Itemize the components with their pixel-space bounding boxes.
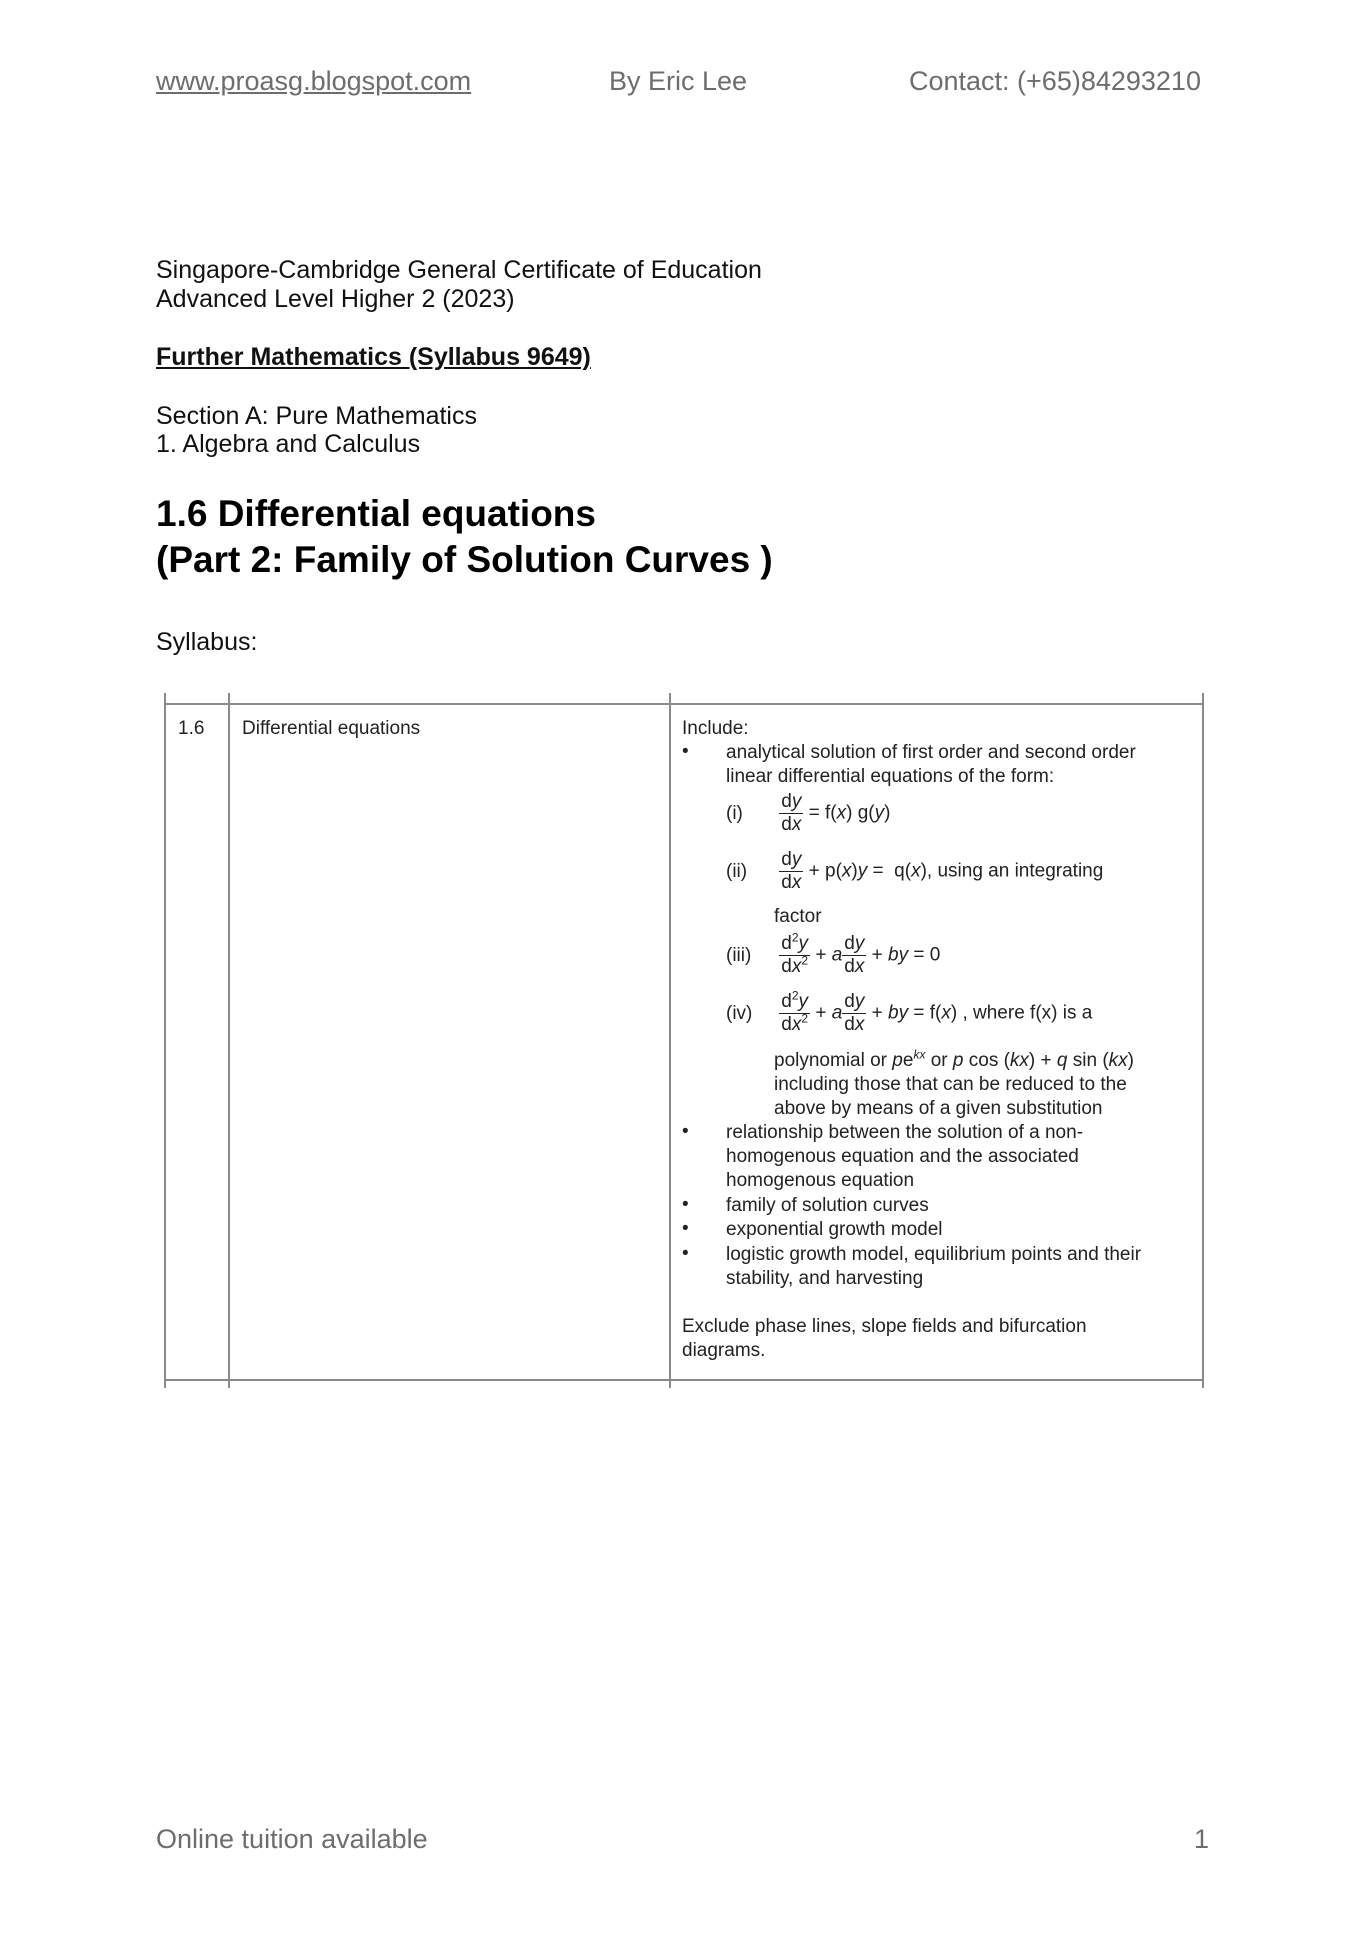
bullet-4: exponential growth model xyxy=(726,1219,943,1240)
equation-iv-tail: , where f(x) is a xyxy=(957,1002,1093,1024)
equation-ii: (ii) $\frac{dy}{dx}$ + p(x)y = q(x), using an integrating xyxy=(726,849,1104,893)
table-border-left xyxy=(164,693,166,1388)
table-divider-1 xyxy=(228,693,230,1388)
equation-iv-continuation-1: polynomial or $pe^{kx}$ or p cos (kx) + q sin (kx) xyxy=(774,1047,1134,1071)
exclude-line-1: Exclude phase lines, slope fields and bifurcation xyxy=(682,1316,1087,1337)
bullet-5-line-1: logistic growth model, equilibrium points and their xyxy=(726,1244,1142,1265)
equation-i-label: (i) xyxy=(726,802,743,824)
footer-note: Online tuition available xyxy=(156,1824,428,1854)
bullet-2-line-3: homogenous equation xyxy=(726,1170,915,1191)
equation-ii-tail: , using an integrating xyxy=(926,860,1104,882)
table-divider-2 xyxy=(669,693,671,1388)
equation-iv-continuation-3: above by means of a given substitution xyxy=(774,1098,1103,1119)
include-label: Include: xyxy=(682,718,749,739)
equation-iv-continuation-2: including those that can be reduced to the xyxy=(774,1074,1127,1095)
bullet-marker: • xyxy=(682,1194,689,1215)
equation-iv-label: (iv) xyxy=(726,1002,753,1024)
equation-iii: (iii) $\frac{d^2y}{dx^2}$ + a $\frac{dy}{dx}$ + by = 0 xyxy=(726,930,941,977)
intro-line-1: Singapore-Cambridge General Certificate of Education xyxy=(156,256,762,284)
bullet-2-line-2: homogenous equation and the associated xyxy=(726,1146,1079,1167)
bullet-marker: • xyxy=(682,1243,689,1264)
header-contact: Contact: (+65)84293210 xyxy=(909,66,1201,96)
page-number: 1 xyxy=(1194,1824,1210,1854)
table-border-right xyxy=(1202,693,1204,1388)
bullet-1-line-1: analytical solution of first order and second order xyxy=(726,742,1136,763)
table-topic: Differential equations xyxy=(242,718,421,739)
course-title: Further Mathematics (Syllabus 9649) xyxy=(156,343,591,371)
bullet-marker: • xyxy=(682,1121,689,1142)
bullet-marker: • xyxy=(682,1218,689,1239)
header-site-link[interactable]: www.proasg.blogspot.com xyxy=(156,66,472,96)
header-author: By Eric Lee xyxy=(609,66,748,96)
bullet-marker: • xyxy=(682,741,689,762)
table-border-top xyxy=(164,703,1204,705)
page-title-line-1: 1.6 Differential equations xyxy=(156,493,596,534)
topic-label: 1. Algebra and Calculus xyxy=(156,430,421,458)
table-border-bottom xyxy=(164,1379,1204,1381)
equation-ii-continuation: factor xyxy=(774,906,822,927)
section-label: Section A: Pure Mathematics xyxy=(156,402,477,430)
intro-line-2: Advanced Level Higher 2 (2023) xyxy=(156,285,515,313)
bullet-1-line-2: linear differential equations of the form: xyxy=(726,766,1055,787)
syllabus-label: Syllabus: xyxy=(156,628,258,656)
page-title-line-2: (Part 2: Family of Solution Curves ) xyxy=(156,539,773,580)
equation-iv: (iv) $\frac{d^2y}{dx^2}$ + a $\frac{dy}{dx}$ + by = f(x) , where f(x) is a xyxy=(726,988,1093,1035)
bullet-3: family of solution curves xyxy=(726,1195,929,1216)
syllabus-table xyxy=(164,693,1204,1388)
equation-i: (i) $\frac{dy}{dx}$ = f(x) g(y) xyxy=(726,791,891,835)
bullet-5-line-2: stability, and harvesting xyxy=(726,1268,924,1289)
table-number: 1.6 xyxy=(178,718,205,739)
bullet-2-line-1: relationship between the solution of a non- xyxy=(726,1122,1084,1143)
exclude-line-2: diagrams. xyxy=(682,1340,766,1361)
equation-ii-label: (ii) xyxy=(726,860,748,882)
equation-iii-label: (iii) xyxy=(726,944,752,966)
